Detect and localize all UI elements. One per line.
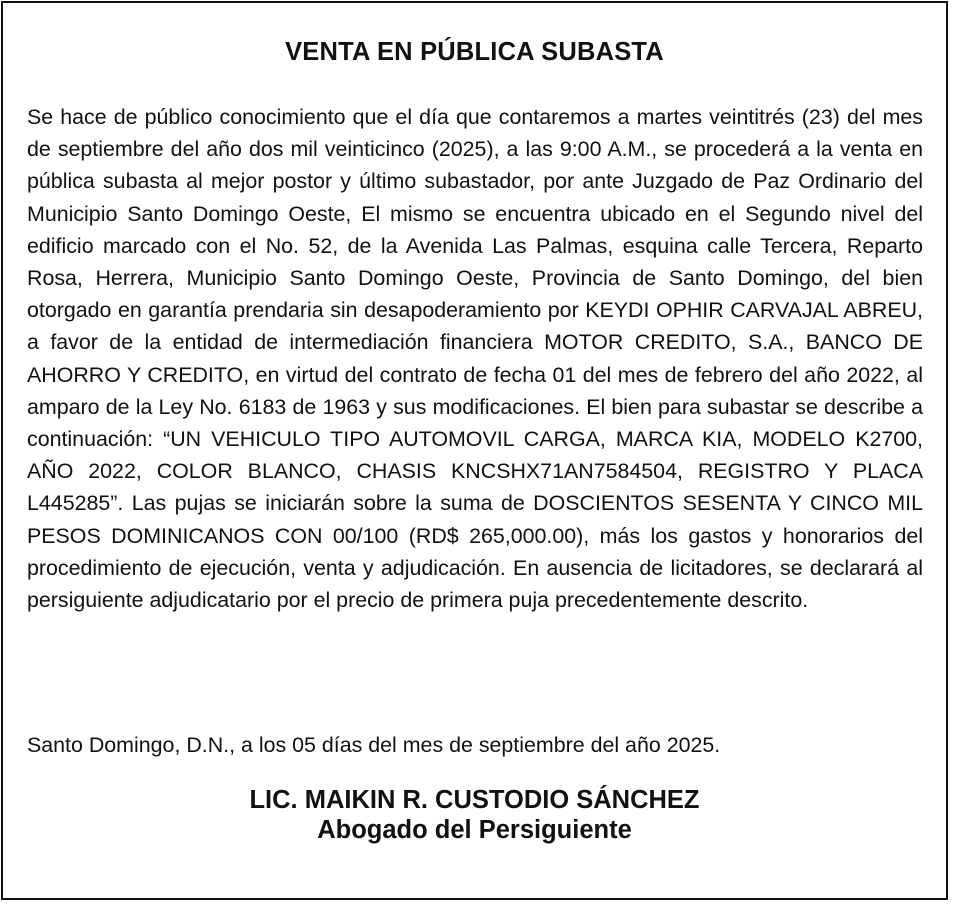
signatory-role: Abogado del Persiguiente <box>317 816 632 844</box>
notice-body: Se hace de público conocimiento que el día que contaremos a martes veintitrés (23) del mes de septiembre del año dos mil veinticinco (2025), a las 9:00 A.M., se procederá a la venta en pública subasta al mejor postor y último subastador, por ante Juzgado de Paz Ordinario del Municipio Santo Domingo Oeste, El mismo se encuentra ubicado en el Segundo nivel del edificio marcado con el No. 52, de la Avenida Las Palmas, esquina calle Tercera, Reparto Rosa, Herrera, Municipio Santo Domingo Oeste, Provincia de Santo Domingo, del bien otorgado en garantía prendaria sin desapoderamiento por KEYDI OPHIR CARVAJAL ABREU, a favor de la entidad de intermediación financiera MOTOR CREDITO, S.A., BANCO DE AHORRO Y CREDITO, en virtud del contrato de fecha 01 del mes de febrero del año 2022, al amparo de la Ley No. 6183 de 1963 y sus modificaciones. El bien para subastar se describe a continuación: “UN VEHICULO TIPO AUTOMOVIL CARGA, MARCA KIA, MODELO K2700, AÑO 2022, COLOR BLANCO, CHASIS KNCSHX71AN7584504, REGISTRO Y PLACA L445285”. Las pujas se iniciarán sobre la suma de DOSCIENTOS SESENTA Y CINCO MIL PESOS DOMINICANOS CON 00/100 (RD$ 265,000.00), más los gastos y honorarios del procedimiento de ejecución, venta y adjudicación. En ausencia de licitadores, se declarará al persiguiente adjudicatario por el precio de primera puja precedentemente descrito. <box>27 105 923 613</box>
signatory-name: LIC. MAIKIN R. CUSTODIO SÁNCHEZ <box>249 786 700 814</box>
auction-notice <box>1 1 948 900</box>
signature-block <box>3 785 946 845</box>
notice-title: VENTA EN PÚBLICA SUBASTA <box>285 38 664 66</box>
notice-date-line: Santo Domingo, D.N., a los 05 días del mes de septiembre del año 2025. <box>27 733 721 757</box>
